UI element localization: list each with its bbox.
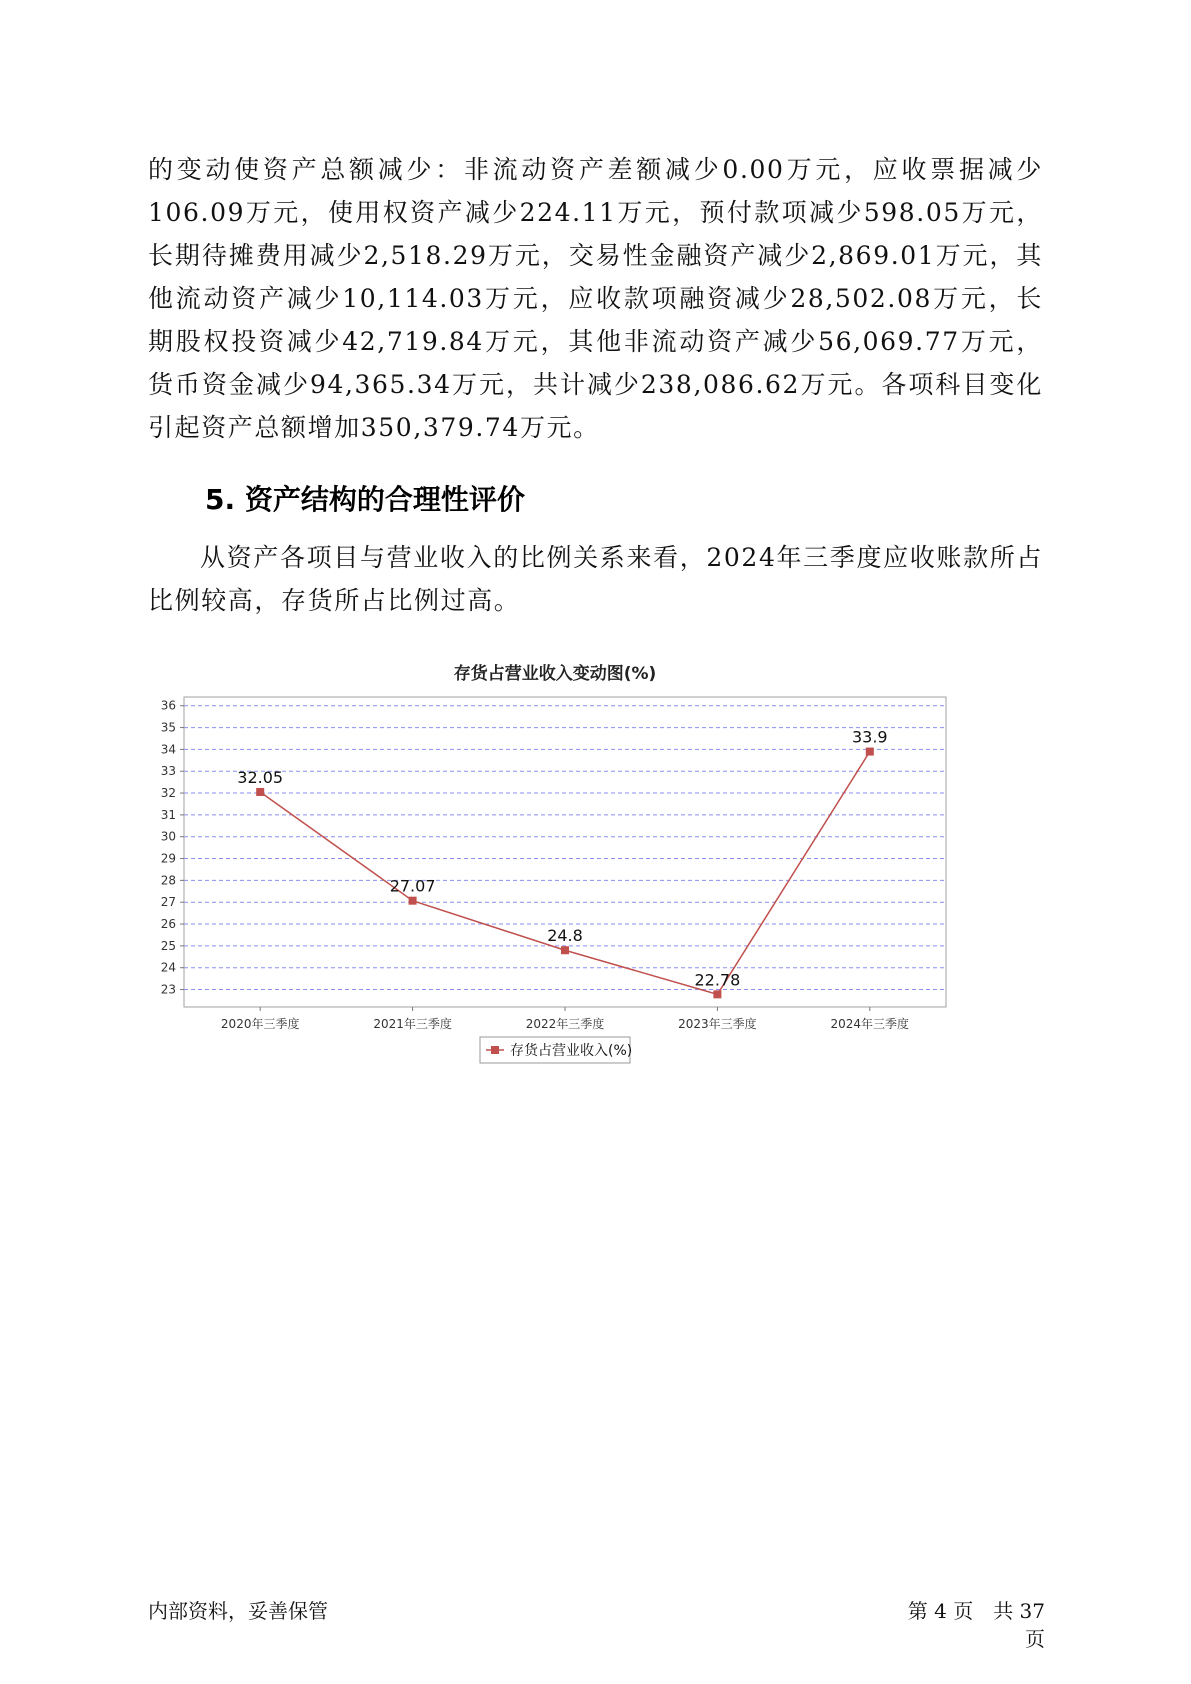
footer-confidential-note: 内部资料，妥善保管 (148, 1599, 328, 1623)
y-tick-label: 28 (160, 873, 176, 888)
section-heading: 5. 资产结构的合理性评价 (205, 483, 525, 516)
y-tick-label: 25 (160, 938, 176, 953)
data-point (713, 990, 721, 998)
y-tick-label: 23 (160, 982, 176, 997)
data-label: 33.9 (851, 727, 888, 747)
chart-title: 存货占营业收入变动图(%) (453, 664, 657, 684)
y-tick-label: 34 (160, 742, 176, 757)
body-paragraph: 从资产各项目与营业收入的比例关系来看，2024年三季度应收账款所占比例较高，存货所占比例过高。 (148, 543, 1043, 615)
inventory-revenue-chart (148, 655, 1043, 1105)
data-point (561, 946, 569, 954)
y-tick-label: 24 (160, 960, 176, 975)
data-label: 27.07 (389, 876, 436, 896)
x-tick-label: 2024年三季度 (830, 1017, 910, 1031)
y-tick-label: 26 (160, 917, 176, 932)
x-tick-label: 2020年三季度 (220, 1017, 300, 1031)
body-paragraph: 的变动使资产总额减少：非流动资产差额减少0.00万元，应收票据减少106.09万元，使用权资产减少224.11万元，预付款项减少598.05万元，长期待摊费用减少2,518.29万元，交易性金融资产减少2,869.01万元，其他流动资产减少10,114.03万元，应收款项融资减少28,502.08万元，长期股权投资减少42,719.84万元，其他非流动资产减少56,069.77万元，货币资金减少94,365.34万元，共计减少238,086.62万元。各项科目变化引起资产总额增加350,379.74万元。 (148, 155, 1043, 442)
x-tick-label: 2022年三季度 (525, 1017, 605, 1031)
footer-page-number: 第 4 页 共 37 页 (907, 1599, 1045, 1651)
data-label: 22.78 (694, 970, 741, 990)
y-tick-label: 32 (160, 786, 176, 801)
data-label: 32.05 (237, 767, 284, 787)
data-point (409, 897, 417, 905)
line-chart (148, 655, 1043, 1105)
data-label: 24.8 (547, 926, 583, 946)
y-tick-label: 35 (160, 720, 176, 735)
y-tick-label: 27 (160, 895, 176, 910)
y-tick-label: 33 (160, 764, 176, 779)
y-tick-label: 30 (160, 829, 176, 844)
legend-marker (491, 1046, 499, 1054)
y-tick-label: 31 (160, 807, 176, 822)
y-tick-label: 36 (160, 698, 176, 713)
y-tick-label: 29 (160, 851, 176, 866)
x-tick-label: 2023年三季度 (678, 1017, 757, 1031)
data-point (256, 788, 264, 796)
legend-label: 存货占营业收入(%) (510, 1043, 633, 1059)
plot-area (184, 697, 946, 1007)
x-tick-label: 2021年三季度 (373, 1017, 452, 1031)
data-point (866, 748, 874, 756)
